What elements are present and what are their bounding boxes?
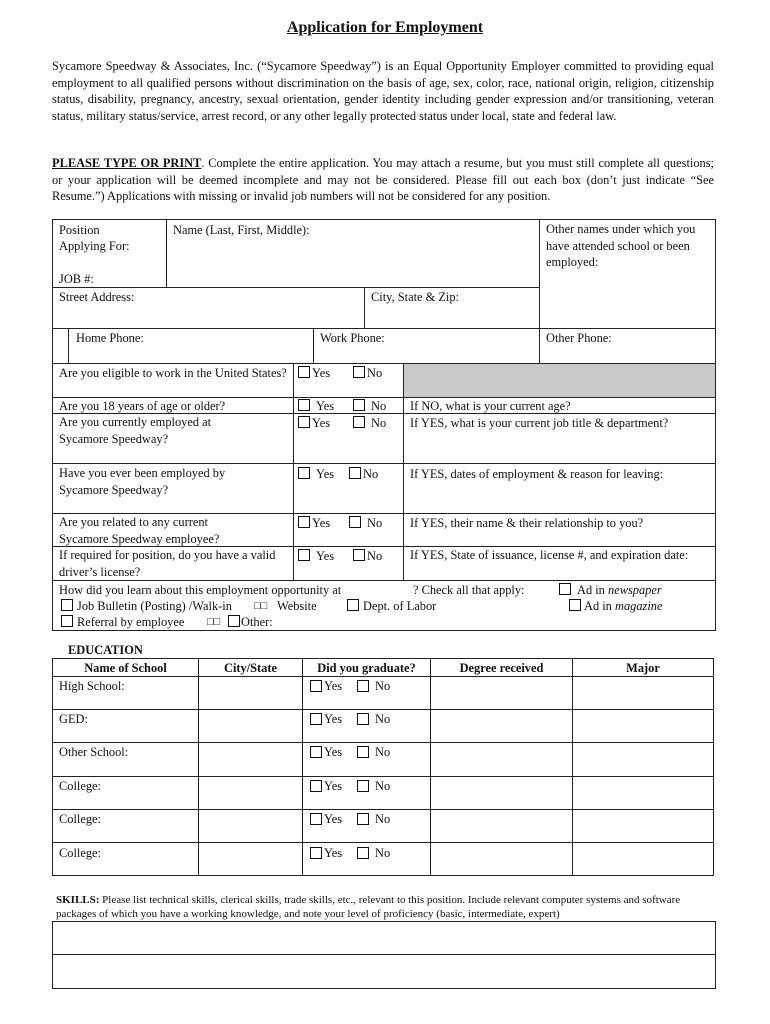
edu-grad-yes-checkbox[interactable] [310, 847, 322, 859]
referral-label: Referral by employee [77, 615, 185, 629]
q6-no-checkbox[interactable] [353, 549, 365, 561]
job-bulletin-checkbox[interactable] [61, 599, 73, 611]
website-label: Website [277, 599, 317, 613]
referral-checkbox[interactable] [61, 615, 73, 627]
q6-yes-label: Yes [316, 549, 335, 563]
q6-followup[interactable]: If YES, State of issuance, license #, and expiration date: [410, 548, 689, 562]
grid-line [198, 658, 199, 876]
edu-row-label: College: [59, 846, 101, 860]
eeo-statement: Sycamore Speedway & Associates, Inc. (“Sycamore Speedway”) is an Equal Opportunity Employer committed to providing equal employment to all qualified persons without discrimination on the basis of age, sex, color, race, national origin, religion, citizenship status, disability, pregnancy, ancestry, sexual orientation, gender identity including gender expression and/or transitioning, veteran status, military status/service, arrest record, or any other legally protected status under local, state and federal law. [52, 59, 714, 123]
col-graduated: Did you graduate? [317, 661, 416, 675]
job-bulletin-label: Job Bulletin (Posting) /Walk-in [77, 599, 232, 613]
skills-label: SKILLS: [56, 894, 100, 906]
q5-yes-label: Yes [312, 516, 331, 530]
education-heading: EDUCATION [68, 643, 143, 657]
grid-line [52, 219, 53, 631]
position-label: Position [59, 223, 100, 237]
edu-yes-label: Yes [324, 679, 343, 693]
grid-line [52, 988, 716, 989]
edu-no-label: No [375, 812, 391, 826]
q1-no-checkbox[interactable] [353, 366, 365, 378]
edu-no-label: No [375, 712, 391, 726]
skills-entry-line-1[interactable] [53, 922, 715, 954]
walkin-boxes-glyph[interactable]: □□ [254, 600, 268, 612]
q-age-18: Are you 18 years of age or older? [59, 399, 226, 413]
edu-yes-label: Yes [324, 812, 343, 826]
edu-no-label: No [375, 745, 391, 759]
city-state-zip-label[interactable]: City, State & Zip: [371, 290, 459, 304]
edu-row-label: Other School: [59, 745, 129, 759]
dept-labor-checkbox[interactable] [347, 599, 359, 611]
applying-for-label: Applying For: [59, 239, 130, 253]
q5-no-label: No [367, 516, 383, 530]
q2-no-checkbox[interactable] [353, 399, 365, 411]
edu-grad-yes-checkbox[interactable] [310, 780, 322, 792]
grid-line [52, 463, 716, 464]
q2-followup[interactable]: If NO, what is your current age? [410, 399, 571, 413]
col-major: Major [626, 661, 660, 675]
grid-line [52, 709, 714, 710]
other-label: Other: [241, 615, 273, 629]
grid-line [364, 287, 365, 328]
grid-line [715, 219, 716, 631]
q-eligible-work: Are you eligible to work in the United States? [59, 366, 287, 380]
grid-line [313, 328, 314, 363]
other-phone-label[interactable]: Other Phone: [546, 331, 612, 345]
col-city-state: City/State [224, 661, 277, 675]
q3-no-label: No [371, 416, 387, 430]
q3-yes-checkbox[interactable] [298, 416, 310, 428]
instructions [52, 155, 714, 205]
newspaper-text: newspaper [608, 583, 662, 597]
referral-boxes-glyph[interactable]: □□ [207, 616, 221, 628]
other-names-label[interactable]: Other names under which you have attended school or been employed: [546, 222, 696, 269]
ad-newspaper-label [577, 582, 662, 598]
home-phone-label[interactable]: Home Phone: [76, 331, 144, 345]
q2-yes-checkbox[interactable] [298, 399, 310, 411]
grid-line [302, 658, 303, 876]
grid-line [715, 921, 716, 989]
ad-newspaper-checkbox[interactable] [559, 583, 571, 595]
ad-in-text-2: Ad in [584, 599, 612, 613]
shaded-cell [404, 364, 715, 397]
other-checkbox[interactable] [228, 615, 240, 627]
edu-row-label: College: [59, 779, 101, 793]
grid-line [572, 658, 573, 876]
q2-yes-label: Yes [316, 399, 335, 413]
grid-line [293, 363, 294, 580]
q6-yes-checkbox[interactable] [298, 549, 310, 561]
edu-grad-yes-checkbox[interactable] [310, 713, 322, 725]
q-related-employee: Are you related to any current Sycamore Speedway employee? [59, 515, 220, 546]
col-name-of-school: Name of School [84, 661, 167, 675]
q-currently-employed: Are you currently employed at Sycamore Speedway? [59, 415, 212, 446]
grid-line [52, 742, 714, 743]
q5-followup[interactable]: If YES, their name & their relationship to you? [410, 516, 644, 530]
dept-labor-label: Dept. of Labor [363, 599, 437, 613]
grid-line [403, 363, 404, 580]
edu-grad-no-checkbox[interactable] [357, 847, 369, 859]
edu-grad-no-checkbox[interactable] [357, 746, 369, 758]
q4-no-checkbox[interactable] [349, 467, 361, 479]
grid-line [166, 219, 167, 287]
ad-magazine-checkbox[interactable] [569, 599, 581, 611]
q4-no-label: No [363, 467, 379, 481]
edu-grad-yes-checkbox[interactable] [310, 813, 322, 825]
instructions-text: . Complete the entire application. You may attach a resume, but you must still complete all questions; or your application will be deemed incomplete and may not be considered. Please fill out each box (don’t just indicate “See Resume.”) Applications with missing or invalid job numbers will not be considered for any position. [52, 156, 714, 203]
grid-line [713, 658, 714, 876]
q1-no-label: No [367, 366, 383, 380]
q1-yes-label: Yes [312, 366, 331, 380]
edu-no-label: No [375, 846, 391, 860]
edu-grad-yes-checkbox[interactable] [310, 746, 322, 758]
edu-grad-no-checkbox[interactable] [357, 713, 369, 725]
q5-yes-checkbox[interactable] [298, 516, 310, 528]
edu-row-label: High School: [59, 679, 125, 693]
street-address-label[interactable]: Street Address: [59, 290, 135, 304]
edu-no-label: No [375, 779, 391, 793]
edu-yes-label: Yes [324, 779, 343, 793]
grid-line [52, 287, 540, 288]
grid-line [52, 776, 714, 777]
q-previously-employed: Have you ever been employed by Sycamore Speedway? [59, 466, 226, 497]
q5-no-checkbox[interactable] [349, 516, 361, 528]
edu-no-label: No [375, 679, 391, 693]
source-question: How did you learn about this employment opportunity at [59, 583, 342, 597]
grid-line [52, 630, 716, 631]
grid-line [52, 676, 714, 677]
grid-line [52, 809, 714, 810]
grid-line [52, 842, 714, 843]
q2-no-label: No [371, 399, 387, 413]
skills-text: Please list technical skills, clerical skills, trade skills, etc., relevant to this position. Include relevant computer systems and software packages of which you have a working knowledge, and note your level of proficiency (basic, intermediate, expert) [56, 894, 681, 920]
q3-yes-label: Yes [312, 416, 331, 430]
q1-yes-checkbox[interactable] [298, 366, 310, 378]
grid-line [52, 658, 714, 659]
q3-followup[interactable]: If YES, what is your current job title & department? [410, 416, 669, 430]
edu-yes-label: Yes [324, 745, 343, 759]
page-title: Application for Employment [286, 19, 484, 36]
edu-grad-no-checkbox[interactable] [357, 780, 369, 792]
grid-line [52, 658, 53, 876]
name-field-label[interactable]: Name (Last, First, Middle): [173, 223, 310, 237]
edu-row-label: College: [59, 812, 101, 826]
ad-in-text: Ad in [577, 583, 605, 597]
skills-instructions [56, 893, 716, 921]
edu-grad-no-checkbox[interactable] [357, 680, 369, 692]
q3-no-checkbox[interactable] [353, 416, 365, 428]
grid-line [539, 219, 540, 363]
edu-yes-label: Yes [324, 846, 343, 860]
q6-no-label: No [367, 549, 383, 563]
edu-yes-label: Yes [324, 712, 343, 726]
edu-row-label: GED: [59, 712, 88, 726]
skills-entry-line-2[interactable] [53, 955, 715, 988]
ad-magazine-label [584, 598, 663, 614]
grid-line [52, 328, 716, 329]
q-drivers-license: If required for position, do you have a valid driver’s license? [59, 548, 276, 579]
grid-line [52, 219, 716, 220]
q4-yes-label: Yes [316, 467, 335, 481]
q4-yes-checkbox[interactable] [298, 467, 310, 479]
edu-grad-no-checkbox[interactable] [357, 813, 369, 825]
instructions-lead: PLEASE TYPE OR PRINT [52, 156, 202, 170]
grid-line [52, 875, 714, 876]
check-all-label: ? Check all that apply: [413, 583, 525, 597]
work-phone-label[interactable]: Work Phone: [320, 331, 385, 345]
q4-followup[interactable]: If YES, dates of employment & reason for leaving: [410, 467, 664, 481]
col-degree: Degree received [459, 661, 544, 675]
grid-line [430, 658, 431, 876]
edu-grad-yes-checkbox[interactable] [310, 680, 322, 692]
grid-line [52, 580, 716, 581]
job-number-label[interactable]: JOB #: [59, 272, 94, 286]
grid-line [68, 328, 69, 363]
magazine-text: magazine [615, 599, 663, 613]
